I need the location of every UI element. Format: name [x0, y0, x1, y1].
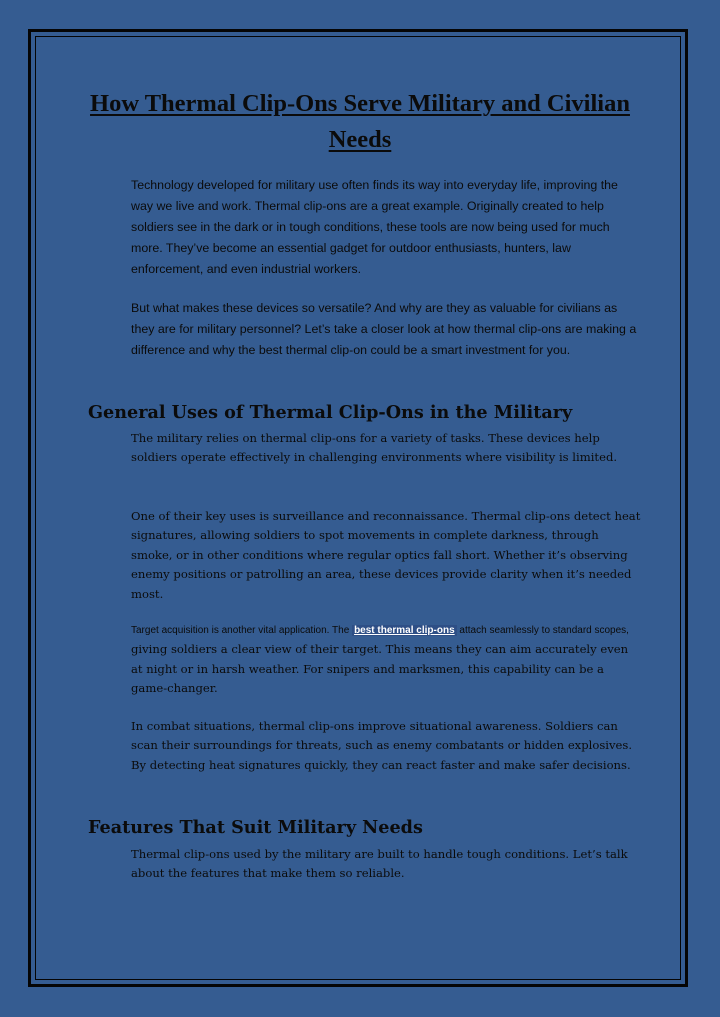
- military-features-paragraph-1: Thermal clip-ons used by the military are built to handle tough conditions. Let’s talk about the features that make them so reliable.: [131, 847, 628, 881]
- paragraph-3-rest: giving soldiers a clear view of their target. This means they can aim accurately even at night or in harsh weather. For snipers and marksmen, this capability can be a game-changer.: [131, 642, 629, 696]
- section-heading-military-uses: General Uses of Thermal Clip-Ons in the Military: [88, 402, 573, 423]
- paragraph-3-lead-text: Target acquisition is another vital application. The: [131, 625, 353, 636]
- military-uses-paragraph-1: The military relies on thermal clip-ons for a variety of tasks. These devices help soldiers operate effectively in challenging environments where visibility is limited.: [131, 431, 618, 465]
- military-uses-paragraph-2: One of their key uses is surveillance and reconnaissance. Thermal clip-ons detect heat signatures, allowing soldiers to spot movements in complete darkness, through smoke, or in other conditions where regular optics fall short. Whether it’s observing enemy positions or patrolling an area, these devices provide clarity when it’s needed most.: [131, 509, 641, 601]
- intro-paragraph-2: But what makes these devices so versatile? And why are they as valuable for civilians as they are for military personnel? Let’s take a closer look at how thermal clip-ons are making a difference and why the best thermal clip-on could be a smart investment for you.: [131, 301, 637, 357]
- section-heading-military-features: Features That Suit Military Needs: [88, 817, 423, 838]
- military-uses-paragraph-4: In combat situations, thermal clip-ons improve situational awareness. Soldiers can scan their surroundings for threats, such as enemy combatants or hidden explosives. By detecting heat signatures quickly, they can react faster and make safer decisions.: [131, 719, 633, 772]
- military-uses-paragraph-3: [131, 620, 641, 699]
- intro-paragraph-1: Technology developed for military use often finds its way into everyday life, improving the way we live and work. Thermal clip-ons are a great example. Originally created to help soldiers see in the dark or in tough conditions, these tools are now being used for much more. They’ve become an essential gadget for outdoor enthusiasts, hunters, law enforcement, and even industrial workers.: [131, 178, 618, 276]
- best-thermal-clip-ons-link[interactable]: best thermal clip-ons: [354, 625, 455, 636]
- page-title: How Thermal Clip-Ons Serve Military and Civilian Needs: [90, 90, 630, 153]
- paragraph-3-link-tail: attach seamlessly to standard scopes,: [456, 625, 629, 636]
